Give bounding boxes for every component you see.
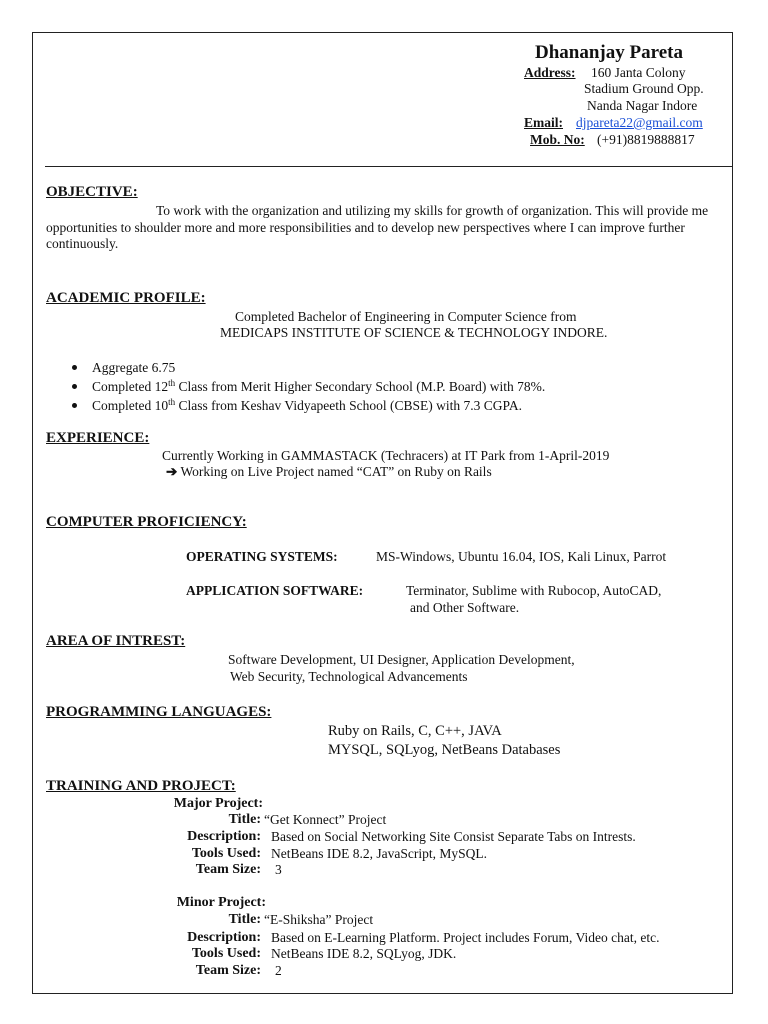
list-item: Completed 12th Class from Merit Higher Secondary School (M.P. Board) with 78%. <box>46 377 545 396</box>
bullet-icon <box>72 365 77 370</box>
minor-tools: NetBeans IDE 8.2, SQLyog, JDK. <box>271 946 457 961</box>
app-software-value-1: Terminator, Sublime with Rubocop, AutoCAD, <box>406 583 662 598</box>
email-link[interactable]: djpareta22@gmail.com <box>576 115 703 130</box>
major-team: 3 <box>275 862 282 877</box>
minor-desc: Based on E-Learning Platform. Project includes Forum, Video chat, etc. <box>271 930 660 945</box>
minor-title: “E-Shiksha” Project <box>264 912 374 927</box>
objective-text <box>46 203 722 253</box>
minor-tools-label: Tools Used: <box>191 946 261 961</box>
minor-team: 2 <box>275 963 282 978</box>
objective-paragraph: To work with the organization and utilizing my skills for growth of organization. This will provide me opportunities to shoulder more and more responsibilities and to develop new perspectives where I can improve further continuously. <box>46 203 709 251</box>
objective-heading: OBJECTIVE: <box>46 184 138 200</box>
major-project-label: Major Project: <box>173 796 263 811</box>
bullet-icon <box>72 403 77 408</box>
os-value: MS-Windows, Ubuntu 16.04, IOS, Kali Linux, Parrot <box>376 549 667 564</box>
major-tools: NetBeans IDE 8.2, JavaScript, MySQL. <box>271 846 487 861</box>
academic-degree: Completed Bachelor of Engineering in Computer Science from <box>235 309 577 324</box>
app-software-value-2: and Other Software. <box>410 600 520 615</box>
address-label: Address: <box>524 65 576 80</box>
candidate-name: Dhananjay Pareta <box>535 42 683 63</box>
address-line-3: Nanda Nagar Indore <box>587 98 698 113</box>
minor-title-label: Title: <box>228 912 261 927</box>
proficiency-heading: COMPUTER PROFICIENCY: <box>46 514 247 530</box>
training-heading: TRAINING AND PROJECT: <box>46 778 236 794</box>
academic-list <box>46 358 545 415</box>
address-line-2: Stadium Ground Opp. <box>584 81 704 96</box>
major-team-label: Team Size: <box>195 862 261 877</box>
arrow-right-icon: ➔ <box>166 464 178 479</box>
major-tools-label: Tools Used: <box>191 846 261 861</box>
os-label: OPERATING SYSTEMS: <box>186 549 338 564</box>
academic-heading: ACADEMIC PROFILE: <box>46 290 206 306</box>
interest-heading: AREA OF INTREST: <box>46 633 186 649</box>
interest-line-2: Web Security, Technological Advancements <box>230 669 468 684</box>
experience-current: Currently Working in GAMMASTACK (Techracers) at IT Park from 1-April-2019 <box>162 448 610 463</box>
address-line-1: 160 Janta Colony <box>591 65 686 80</box>
mobile-label: Mob. No: <box>530 132 585 147</box>
interest-line-1: Software Development, UI Designer, Application Development, <box>228 652 575 667</box>
header-divider <box>45 166 733 167</box>
mobile-number: (+91)8819888817 <box>597 132 695 147</box>
major-desc-label: Description: <box>187 829 261 844</box>
academic-institute: MEDICAPS INSTITUTE OF SCIENCE & TECHNOLOGY INDORE. <box>220 325 608 340</box>
major-title-label: Title: <box>228 812 261 827</box>
list-item: Completed 10th Class from Keshav Vidyapeeth School (CBSE) with 7.3 CGPA. <box>46 396 545 415</box>
minor-team-label: Team Size: <box>195 963 261 978</box>
languages-heading: PROGRAMMING LANGUAGES: <box>46 704 272 720</box>
bullet-icon <box>72 384 77 389</box>
major-title: “Get Konnect” Project <box>264 812 387 827</box>
list-item: Aggregate 6.75 <box>46 358 545 377</box>
app-software-label: APPLICATION SOFTWARE: <box>186 583 364 598</box>
minor-project-label: Minor Project: <box>176 895 266 910</box>
email-label: Email: <box>524 115 563 130</box>
minor-desc-label: Description: <box>187 930 261 945</box>
experience-project: ➔ Working on Live Project named “CAT” on Ruby on Rails <box>166 464 492 479</box>
languages-line-2: MYSQL, SQLyog, NetBeans Databases <box>328 742 561 758</box>
major-desc: Based on Social Networking Site Consist Separate Tabs on Intrests. <box>271 829 636 844</box>
languages-line-1: Ruby on Rails, C, C++, JAVA <box>328 723 502 739</box>
experience-heading: EXPERIENCE: <box>46 430 150 446</box>
